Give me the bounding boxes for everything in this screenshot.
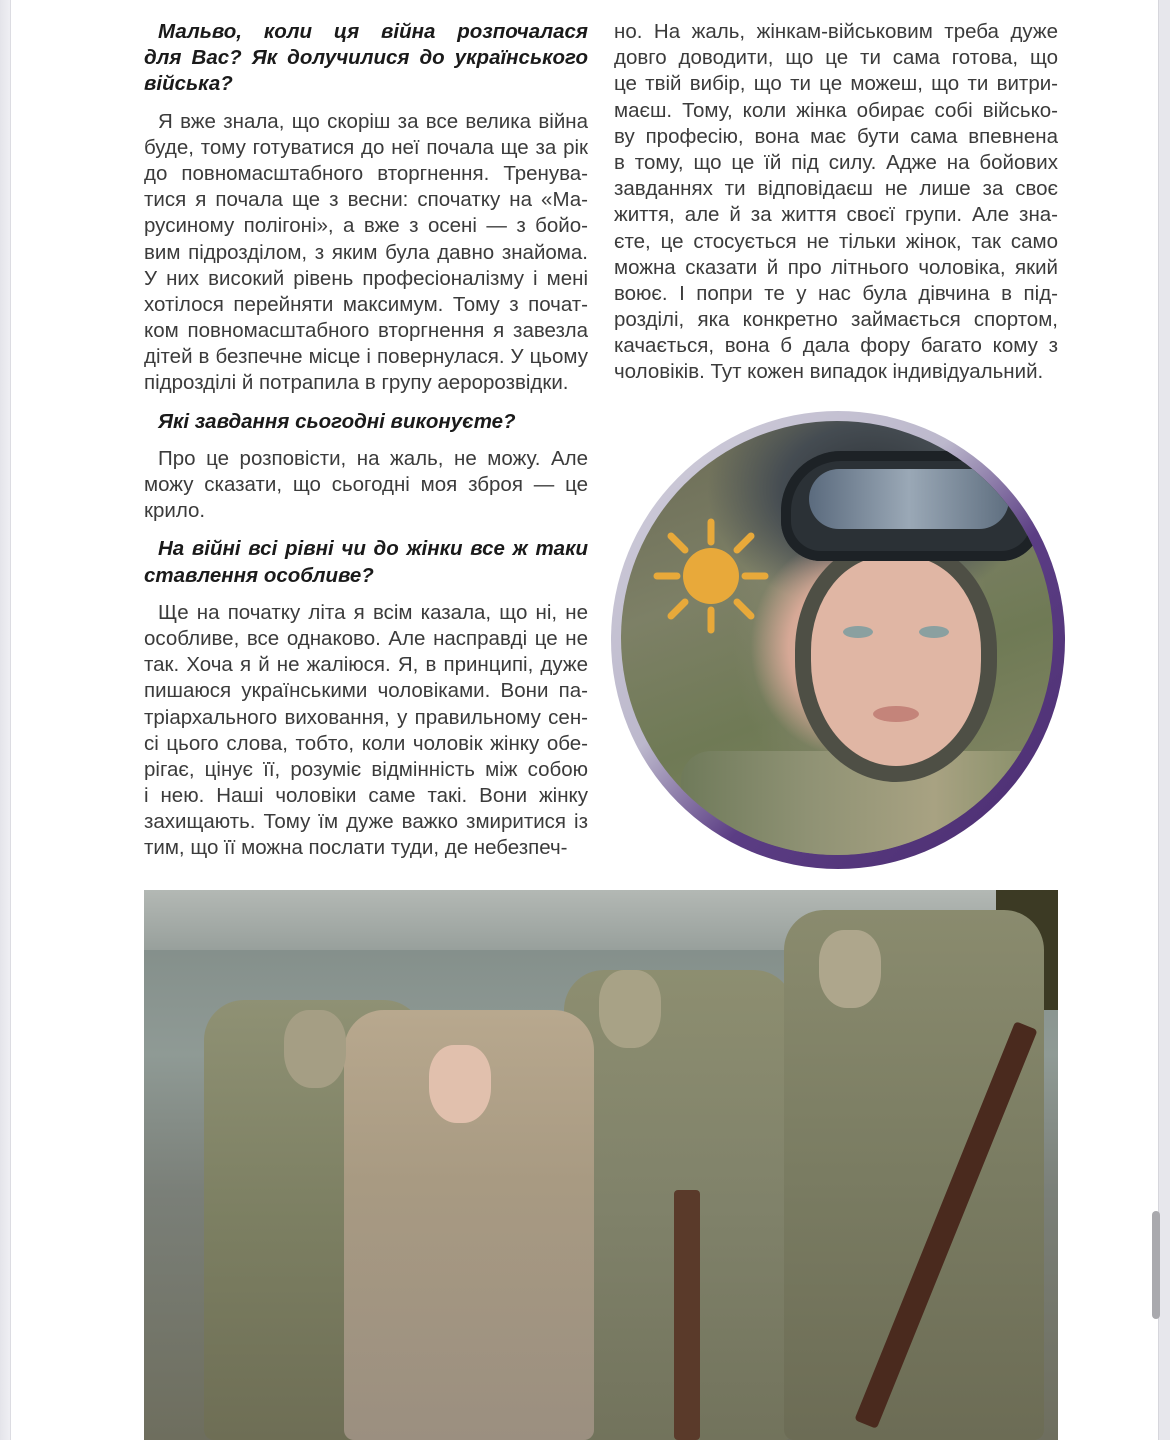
- answer-line: сі цього слова, тобто, коли чоловік жінку обе-: [144, 731, 588, 755]
- answer-line: маєш. Тому, коли жінка обирає собі військо-: [614, 98, 1058, 122]
- interview-question: [144, 409, 588, 435]
- answer-line: підрозділі й потрапила в групу аеророзвідки.: [144, 371, 569, 395]
- interview-answer: [144, 600, 588, 862]
- portrait-face: [811, 556, 981, 766]
- answer-line: довго доводити, що це ти сама готова, що: [614, 46, 1058, 70]
- question-line: Які завдання сьогодні виконуєте?: [158, 409, 516, 433]
- sun-sticker-icon: [651, 516, 771, 636]
- answer-line: тися я почала ще з весни: спочатку на «Ма-: [144, 188, 588, 212]
- goggles: [781, 451, 1041, 561]
- answer-line: Я вже знала, що скоріш за все велика війна: [158, 109, 588, 133]
- portrait-vest: [681, 751, 1053, 855]
- answer-line: Про це розповісти, на жаль, не можу. Але: [158, 446, 588, 470]
- article-column-left: [144, 19, 588, 862]
- sun-disc: [683, 548, 739, 604]
- answer-line: захищають. Тому їм дуже важко змиритися із: [144, 810, 588, 834]
- answer-line: хотілося перейняти максимум. Тому з почат-: [144, 292, 588, 316]
- portrait-photo: [621, 421, 1053, 855]
- answer-line: пишаюся українськими чоловіками. Вони па-: [144, 679, 588, 703]
- answer-line: русиному полігоні», а вже з осені — з бойо-: [144, 214, 588, 238]
- question-line: Мальво, коли ця війна розпочалася: [158, 20, 588, 43]
- question-line: ставлення особливе?: [144, 563, 374, 587]
- group-photo: [144, 890, 1058, 1440]
- answer-line: це твій вибір, що ти це можеш, що ти витри-: [614, 72, 1058, 96]
- answer-line: тим, що її можна послати туди, де небезпеч-: [144, 836, 568, 860]
- answer-line: У них високий рівень професіоналізму і мені: [144, 266, 588, 290]
- interview-question: [144, 536, 588, 588]
- answer-line: дітей в безпечне місце і повернулася. У цьому: [144, 345, 588, 369]
- answer-line: в тому, що це їй під силу. Адже на бойових: [614, 150, 1058, 174]
- answer-line: розділі, яка конкретно займається спортом,: [614, 308, 1058, 332]
- portrait-eye: [919, 626, 949, 638]
- scrollbar-thumb[interactable]: [1152, 1211, 1160, 1319]
- goggle-lens: [809, 469, 1009, 529]
- answer-line: рігає, цінує її, розуміє відмінність між собою: [144, 757, 588, 781]
- answer-line: крило.: [144, 499, 206, 523]
- answer-line: буде, тому готуватися до неї почала ще за рік: [144, 135, 588, 159]
- answer-line: до повномасштабного вторгнення. Тренува-: [144, 161, 588, 185]
- answer-line: воює. І попри те у нас була дівчина в під-: [614, 281, 1058, 305]
- interview-question: [144, 19, 588, 98]
- answer-line: качається, вона б дала фору багато кому з: [614, 334, 1058, 358]
- soldier-head: [819, 930, 881, 1008]
- answer-line: чоловіків. Тут кожен випадок індивідуальний.: [614, 360, 1044, 384]
- answer-line: можу сказати, що сьогодні моя зброя — це: [144, 473, 588, 496]
- answer-line: завданнях ти відповідаєш не лише за своє: [614, 177, 1058, 201]
- answer-line: тріархального виховання, у правильному сен-: [144, 705, 588, 729]
- viewer-left-gutter: [0, 0, 11, 1440]
- soldier-head: [284, 1010, 346, 1088]
- article-column-right: [614, 19, 1058, 386]
- answer-line: ву професію, вона має бути сама впевнена: [614, 124, 1058, 148]
- answer-line: єте, це стосується не тільки жінок, так само: [614, 229, 1058, 253]
- interview-answer: [614, 19, 1058, 386]
- answer-line: вим підрозділом, з яким була давно знайома.: [144, 240, 588, 264]
- answer-line: Ще на початку літа я всім казала, що ні, не: [158, 600, 588, 624]
- interview-answer: [144, 446, 588, 525]
- soldier-head: [599, 970, 661, 1048]
- question-line: війська?: [144, 72, 233, 96]
- rifle: [674, 1190, 700, 1440]
- answer-line: так. Хоча я й не жаліюся. Я, в принципі, дуже: [144, 653, 588, 677]
- interview-answer: [144, 109, 588, 397]
- answer-line: і нею. Наші чоловіки саме такі. Вони жінку: [144, 784, 588, 808]
- question-line: для Вас? Як долучилися до українського: [144, 46, 588, 70]
- answer-line: ком повномасштабного вторгнення я завезла: [144, 319, 588, 343]
- answer-line: но. На жаль, жінкам-військовим треба дуже: [614, 20, 1058, 43]
- answer-line: життя, але й за життя своєї групи. Але зна-: [614, 203, 1058, 227]
- answer-line: особливе, все однаково. Але насправді це не: [144, 626, 588, 650]
- answer-line: можна сказати й про літнього чоловіка, який: [614, 255, 1058, 279]
- portrait-eye: [843, 626, 873, 638]
- portrait-lips: [873, 706, 919, 722]
- question-line: На війні всі рівні чи до жінки все ж таки: [158, 537, 588, 561]
- portrait-photo-frame: [611, 411, 1065, 869]
- soldier-head-woman: [429, 1045, 491, 1123]
